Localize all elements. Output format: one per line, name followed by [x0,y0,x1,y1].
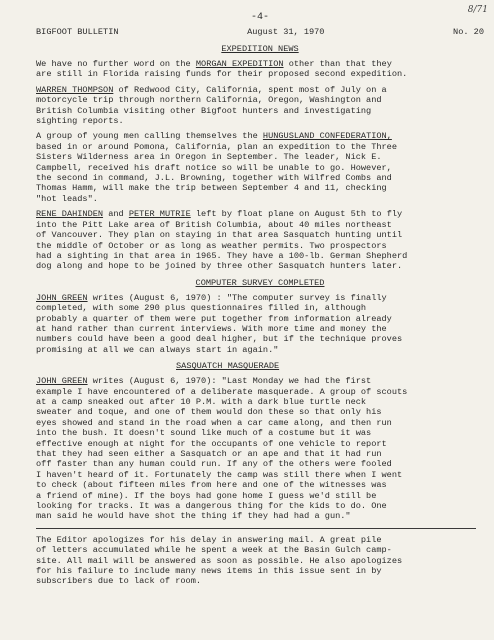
text-line: for his failure to include many news items in this issue sent in by [36,566,382,577]
text-line: numbers could have been a good deal higher, but if the technique proves [36,334,403,345]
text-line: "hot leads". [36,193,98,204]
text-run: writes (August 6, 1970): "Last Monday we had the first [87,376,372,387]
text-line: Sisters Wilderness area in Oregon in September. The leader, Nick E. [36,152,382,163]
bulletin-header [36,26,484,38]
text-line: the second in command, J.L. Browning, together with Wilfred Combs and [36,173,392,184]
text-line: man said he would have shot the thing if they had had a gun." [36,511,351,522]
section-title-expedition-news: EXPEDITION NEWS [221,44,299,54]
text-run: other than that they [283,59,392,69]
handwritten-corner-mark: 8/71 [467,5,488,15]
name-hungusland-confederation: HUNGUSLAND CONFEDERATION, [262,131,392,142]
text-run: writes (August 6, 1970) : "The computer survey is finally [87,292,387,303]
text-line: probably a quarter of them were put together from information already [36,313,392,324]
text-line: example I have encountered of a deliberate masquerade. A group of scouts [36,386,408,397]
paragraph-masquerade [36,376,484,522]
text-line: into the Pitt Lake area of British Columbia, about 40 miles northeast [36,219,392,230]
text-run: We have no further word on the [36,59,196,69]
text-line: of letters accumulated while he spent a week at the Basin Gulch camp- [36,545,392,556]
text-line: looking for tracks. It was a dangerous thing for the kids to do. One [36,501,387,512]
section-title-masquerade: SASQUATCH MASQUERADE [176,361,280,372]
text-line: The Editor apologizes for his delay in answering mail. A great pile [36,534,382,545]
text-line: that they had seen either a Sasquatch or an ape and that it had run [36,449,382,459]
name-rene-dahinden: RENE DAHINDEN [36,209,104,220]
text-line: sighting reports. [36,116,124,127]
publication-title: BIGFOOT BULLETIN [36,27,119,37]
section-title-computer-survey: COMPUTER SURVEY COMPLETED [195,277,325,288]
paragraph-hungusland [36,131,484,204]
text-line: are still in Florida raising funds for their proposed second expedition. [36,69,408,80]
page-number: -4- [250,12,269,23]
text-line: eyes showed and stand in the road when a car came along, and then run [36,417,392,428]
text-line: promising at all we can always start in again." [36,344,279,355]
text-line: a friend of mine). If the boys had gone home I guess we'd still be [36,490,377,501]
paragraph-dahinden-mutrie [36,209,484,271]
text-line: dog along and hope to be joined by three other Sasquatch hunters later. [36,261,403,272]
text-run: A group of young men calling themselves the [36,131,263,142]
issue-date: August 31, 1970 [247,27,325,37]
text-line: based in or around Pomona, California, plan an expedition to the Three [36,141,397,152]
name-warren-thompson: WARREN THOMPSON [36,84,114,95]
name-morgan-expedition: MORGAN EXPEDITION [195,59,284,69]
text-line: sweater and toque, and one of them would don these so that only his [36,407,382,418]
text-run: left by float plane on August 5th to fly [190,209,403,220]
text-line: at a camp sneaked out after 10 P.M. with a dark blue turtle neck [36,396,367,407]
text-line: into the bush. It doesn't sound like much of a costume but it was [36,428,372,439]
text-line: to check (about fifteen miles from here and one of the witnesses was [36,480,387,491]
paragraph-morgan-expedition [36,59,484,80]
name-john-green: JOHN GREEN [36,292,88,303]
text-line: Thomas Hamm, will make the trip between September 4 and 11, checking [36,183,387,194]
text-line: off faster than any human could run. If any of the others were fooled [36,459,392,470]
paragraph-editor-note [36,535,484,587]
name-john-green: JOHN GREEN [36,376,88,387]
text-run: and [103,209,129,220]
section-divider [36,528,476,529]
name-peter-mutrie: PETER MUTRIE [128,209,191,220]
text-line: had a sighting in that area in 1965. They have a 100-lb. German Shepherd [36,250,408,261]
text-run: of Redwood City, California, spent most of July on a [113,84,387,95]
text-line: motorcycle trip through northern California, Oregon, Washington and [36,95,382,106]
text-line: at hand rather than current interviews. With more time and money the [36,323,387,334]
text-line: completed, with some 290 plus questionnaires filled in, although [36,303,367,314]
text-line: subscribers due to lack of room. [36,576,202,587]
text-line: Campbell, received his draft notice so will be unable to go. However, [36,162,392,173]
text-line: the middle of October or as long as weather permits. Two prospectors [36,240,387,251]
text-line: effective enough at night for the occupants of one vehicle to report [36,438,387,449]
paragraph-warren-thompson [36,85,484,127]
text-line: site. All mail will be answered as soon as possible. He also apologizes [36,555,403,566]
text-line: British Columbia visiting other Bigfoot hunters and investigating [36,105,372,116]
paragraph-computer-survey [36,293,484,355]
text-line: I haven't heard of it. Fortunately the camp was still there when I went [36,469,403,480]
text-line: of Vancouver. They plan on staying in that area Sasquatch hunting until [36,230,403,241]
issue-number: No. 20 [453,27,484,37]
